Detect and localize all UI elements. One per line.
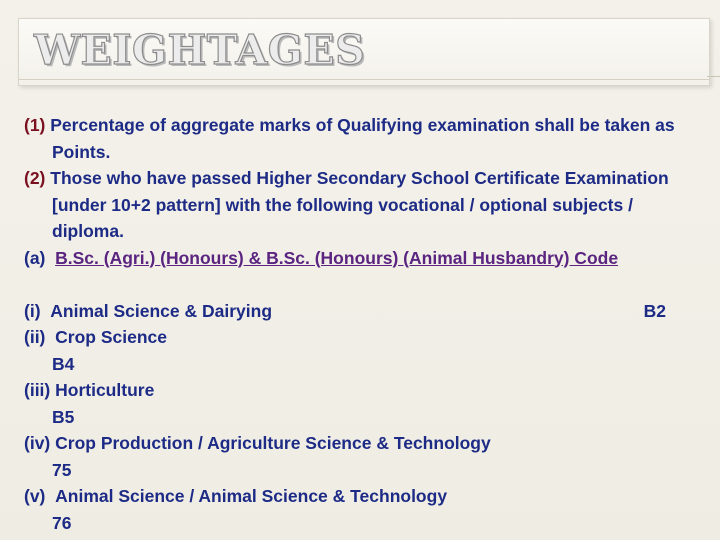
subject-1-number: (i) <box>24 300 41 321</box>
subject-row-2 <box>24 324 704 351</box>
subject-row-3 <box>24 377 704 404</box>
section-a <box>24 245 704 272</box>
paragraph-2-number: (2) <box>24 168 46 188</box>
subject-4-code: 75 <box>52 459 72 480</box>
subject-5-number: (v) <box>24 486 46 506</box>
subject-5-name: Animal Science / Animal Science & Technology <box>55 486 448 506</box>
paragraph-1 <box>24 112 704 165</box>
spacer <box>24 271 704 298</box>
section-a-link[interactable]: B.Sc. (Agri.) (Honours) & B.Sc. (Honours) (Animal Husbandry) Code <box>55 247 619 268</box>
subject-5-code: 76 <box>52 512 72 533</box>
section-a-number: (a) <box>24 247 46 268</box>
subject-1-name: Animal Science & Dairying <box>50 300 273 321</box>
paragraph-2 <box>24 165 704 245</box>
subject-3-name: Horticulture <box>55 380 155 400</box>
subject-row-1 <box>24 298 704 325</box>
subject-1-code: B2 <box>643 300 666 321</box>
title-deco-tick <box>707 76 720 77</box>
title-underline <box>19 79 709 80</box>
subject-2-code: B4 <box>52 353 75 374</box>
paragraph-1-number: (1) <box>24 115 46 135</box>
slide-title: WEIGHTAGES <box>34 26 366 74</box>
subject-row-4 <box>24 430 704 457</box>
subject-3-code: B5 <box>52 406 75 427</box>
subject-2-name: Crop Science <box>55 327 167 347</box>
subject-row-5 <box>24 483 704 510</box>
slide-content <box>24 112 704 536</box>
subject-2-number: (ii) <box>24 327 46 347</box>
subject-4-name: Crop Production / Agriculture Science & Technology <box>55 433 491 453</box>
paragraph-1-text: Percentage of aggregate marks of Qualifying examination shall be taken as Points. <box>45 115 675 162</box>
subject-3-number: (iii) <box>24 380 51 400</box>
paragraph-2-text: Those who have passed Higher Secondary School Certificate Examination [under 10+2 pattern] with the following vocational / optional subjects / diploma. <box>45 168 669 241</box>
subject-4-number: (iv) <box>24 433 51 453</box>
